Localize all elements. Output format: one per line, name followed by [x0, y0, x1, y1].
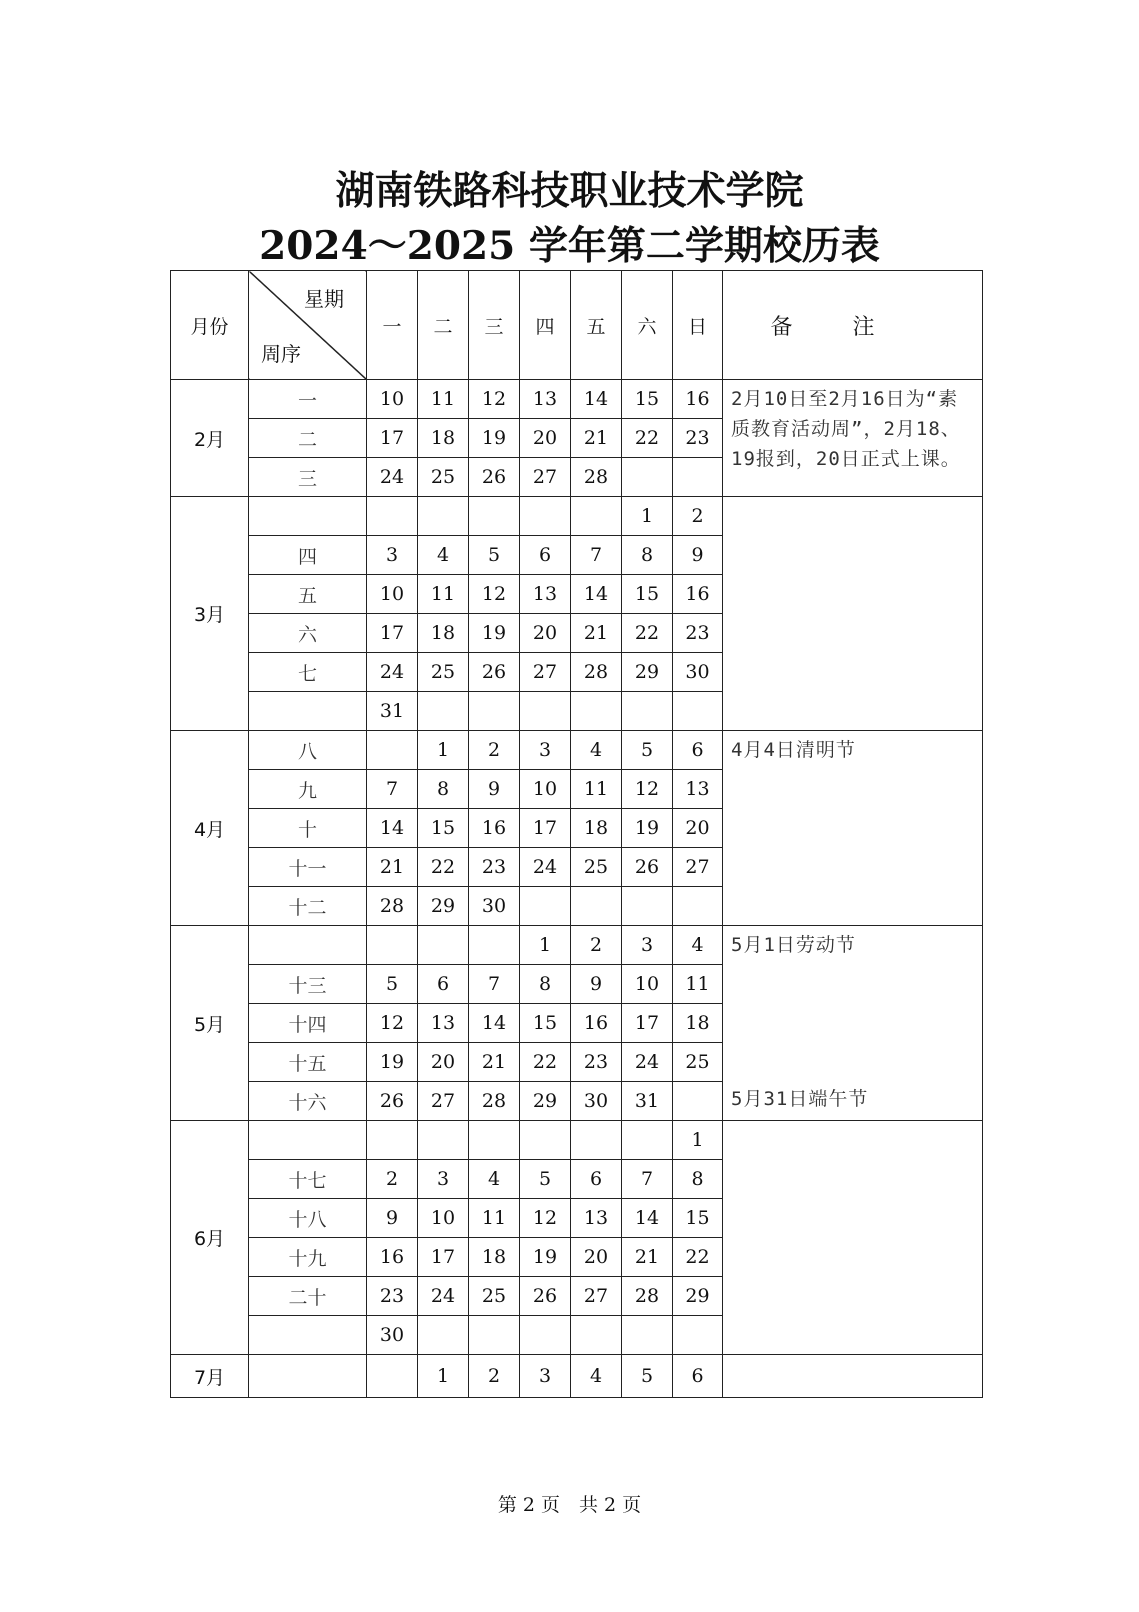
- week-number-cell: 二十: [249, 1277, 367, 1316]
- day-cell: 11: [418, 380, 469, 419]
- weekday-corner-label: 星期: [304, 287, 344, 311]
- day-cell: 20: [571, 1238, 622, 1277]
- day-cell: 2: [469, 1355, 520, 1398]
- day-cell: [622, 1121, 673, 1160]
- day-cell: 6: [571, 1160, 622, 1199]
- day-cell: [520, 1121, 571, 1160]
- day-cell: 9: [367, 1199, 418, 1238]
- week-row: [171, 1355, 983, 1398]
- day-cell: 9: [673, 536, 723, 575]
- day-cell: 5: [367, 965, 418, 1004]
- day-cell: [469, 926, 520, 965]
- week-number-cell: 六: [249, 614, 367, 653]
- day-cell: 14: [367, 809, 418, 848]
- week-number-cell: 一: [249, 380, 367, 419]
- day-cell: [520, 497, 571, 536]
- day-cell: 3: [418, 1160, 469, 1199]
- day-cell: 21: [367, 848, 418, 887]
- day-cell: 19: [469, 614, 520, 653]
- day-cell: 8: [520, 965, 571, 1004]
- day-cell: [673, 458, 723, 497]
- day-cell: 28: [622, 1277, 673, 1316]
- day-cell: 27: [520, 458, 571, 497]
- notes-cell: [723, 497, 983, 731]
- day-cell: 3: [367, 536, 418, 575]
- notes-cell: [723, 380, 983, 497]
- day-cell: 27: [673, 848, 723, 887]
- day-cell: 23: [571, 1043, 622, 1082]
- day-cell: 7: [571, 536, 622, 575]
- day-cell: 1: [418, 731, 469, 770]
- week-number-cell: 十九: [249, 1238, 367, 1277]
- day-cell: [469, 692, 520, 731]
- day-cell: 24: [520, 848, 571, 887]
- day-cell: 4: [571, 731, 622, 770]
- note-text: 5月1日劳动节: [731, 934, 856, 956]
- day-cell: 13: [673, 770, 723, 809]
- day-cell: 22: [622, 614, 673, 653]
- day-cell: 19: [367, 1043, 418, 1082]
- day-cell: 19: [520, 1238, 571, 1277]
- week-number-cell: 十七: [249, 1160, 367, 1199]
- weekday-header-thu: 四: [520, 271, 571, 380]
- day-cell: 1: [418, 1355, 469, 1398]
- day-cell: 21: [469, 1043, 520, 1082]
- day-cell: 21: [622, 1238, 673, 1277]
- day-cell: 17: [418, 1238, 469, 1277]
- day-cell: 28: [469, 1082, 520, 1121]
- day-cell: 5: [520, 1160, 571, 1199]
- day-cell: 11: [418, 575, 469, 614]
- day-cell: 11: [469, 1199, 520, 1238]
- month-cell: 6月: [171, 1121, 249, 1355]
- week-row: [171, 926, 983, 965]
- day-cell: 6: [673, 1355, 723, 1398]
- day-cell: 13: [520, 380, 571, 419]
- day-cell: [520, 887, 571, 926]
- day-cell: 17: [367, 614, 418, 653]
- day-cell: 8: [418, 770, 469, 809]
- day-cell: 17: [520, 809, 571, 848]
- day-cell: 2: [469, 731, 520, 770]
- day-cell: 29: [418, 887, 469, 926]
- day-cell: 15: [622, 575, 673, 614]
- day-cell: [367, 731, 418, 770]
- day-cell: 23: [673, 419, 723, 458]
- week-number-cell: [249, 692, 367, 731]
- week-number-cell: 十六: [249, 1082, 367, 1121]
- day-cell: 9: [571, 965, 622, 1004]
- corner-header-cell: [249, 271, 367, 380]
- week-number-cell: 十八: [249, 1199, 367, 1238]
- title-line-2: 2024～2025 学年第二学期校历表: [259, 223, 880, 269]
- day-cell: 30: [571, 1082, 622, 1121]
- notes-cell: [723, 926, 983, 1121]
- day-cell: 20: [418, 1043, 469, 1082]
- notes-column-header: 备注: [723, 271, 983, 380]
- day-cell: 25: [418, 653, 469, 692]
- day-cell: 5: [469, 536, 520, 575]
- day-cell: 12: [520, 1199, 571, 1238]
- day-cell: 15: [520, 1004, 571, 1043]
- day-cell: 2: [673, 497, 723, 536]
- day-cell: 27: [520, 653, 571, 692]
- day-cell: 12: [622, 770, 673, 809]
- note-text-secondary: 5月31日端午节: [731, 1088, 869, 1110]
- day-cell: 30: [673, 653, 723, 692]
- day-cell: [673, 1316, 723, 1355]
- day-cell: 16: [469, 809, 520, 848]
- day-cell: 10: [367, 575, 418, 614]
- week-row: [171, 497, 983, 536]
- day-cell: [571, 497, 622, 536]
- week-number-cell: 三: [249, 458, 367, 497]
- week-row: [171, 1121, 983, 1160]
- day-cell: 6: [418, 965, 469, 1004]
- day-cell: 18: [673, 1004, 723, 1043]
- day-cell: [418, 926, 469, 965]
- title-line-1: 湖南铁路科技职业技术学院: [335, 168, 804, 214]
- day-cell: [469, 1316, 520, 1355]
- week-number-cell: 十一: [249, 848, 367, 887]
- day-cell: [367, 497, 418, 536]
- day-cell: 18: [418, 419, 469, 458]
- day-cell: [520, 692, 571, 731]
- month-cell: 4月: [171, 731, 249, 926]
- day-cell: 22: [520, 1043, 571, 1082]
- day-cell: [622, 692, 673, 731]
- week-number-cell: 二: [249, 419, 367, 458]
- day-cell: 24: [367, 458, 418, 497]
- day-cell: [367, 926, 418, 965]
- day-cell: 18: [469, 1238, 520, 1277]
- day-cell: 17: [622, 1004, 673, 1043]
- day-cell: 24: [622, 1043, 673, 1082]
- day-cell: 30: [469, 887, 520, 926]
- day-cell: 3: [520, 1355, 571, 1398]
- day-cell: 24: [418, 1277, 469, 1316]
- day-cell: 12: [469, 575, 520, 614]
- week-number-cell: 十二: [249, 887, 367, 926]
- week-number-cell: 四: [249, 536, 367, 575]
- day-cell: 21: [571, 614, 622, 653]
- day-cell: 22: [418, 848, 469, 887]
- day-cell: 5: [622, 1355, 673, 1398]
- month-cell: 7月: [171, 1355, 249, 1398]
- week-number-cell: [249, 1121, 367, 1160]
- day-cell: 15: [418, 809, 469, 848]
- day-cell: [571, 1316, 622, 1355]
- day-cell: 1: [622, 497, 673, 536]
- day-cell: 31: [622, 1082, 673, 1121]
- day-cell: 27: [571, 1277, 622, 1316]
- day-cell: 26: [622, 848, 673, 887]
- day-cell: 20: [520, 419, 571, 458]
- day-cell: [367, 1355, 418, 1398]
- day-cell: 15: [673, 1199, 723, 1238]
- day-cell: 29: [673, 1277, 723, 1316]
- day-cell: 7: [367, 770, 418, 809]
- day-cell: 10: [418, 1199, 469, 1238]
- day-cell: 14: [571, 575, 622, 614]
- day-cell: [622, 458, 673, 497]
- month-cell: 3月: [171, 497, 249, 731]
- day-cell: 16: [673, 380, 723, 419]
- week-number-cell: [249, 1355, 367, 1398]
- day-cell: 26: [367, 1082, 418, 1121]
- day-cell: 12: [469, 380, 520, 419]
- day-cell: 19: [622, 809, 673, 848]
- day-cell: 2: [367, 1160, 418, 1199]
- day-cell: 11: [571, 770, 622, 809]
- day-cell: 13: [520, 575, 571, 614]
- day-cell: 28: [367, 887, 418, 926]
- day-cell: 18: [418, 614, 469, 653]
- day-cell: 20: [520, 614, 571, 653]
- page-footer: 第 2 页 共 2 页: [497, 1494, 642, 1516]
- day-cell: 27: [418, 1082, 469, 1121]
- day-cell: 8: [622, 536, 673, 575]
- day-cell: 18: [571, 809, 622, 848]
- day-cell: 28: [571, 458, 622, 497]
- day-cell: 28: [571, 653, 622, 692]
- day-cell: 6: [520, 536, 571, 575]
- day-cell: 4: [469, 1160, 520, 1199]
- weekday-header-fri: 五: [571, 271, 622, 380]
- day-cell: 13: [571, 1199, 622, 1238]
- day-cell: [520, 1316, 571, 1355]
- notes-cell: [723, 1355, 983, 1398]
- day-cell: 25: [571, 848, 622, 887]
- day-cell: 1: [673, 1121, 723, 1160]
- day-cell: 25: [673, 1043, 723, 1082]
- week-number-cell: 十四: [249, 1004, 367, 1043]
- day-cell: 6: [673, 731, 723, 770]
- day-cell: 16: [367, 1238, 418, 1277]
- day-cell: 26: [520, 1277, 571, 1316]
- day-cell: [418, 1121, 469, 1160]
- day-cell: 19: [469, 419, 520, 458]
- day-cell: 31: [367, 692, 418, 731]
- week-row: [171, 731, 983, 770]
- day-cell: [673, 1082, 723, 1121]
- day-cell: 14: [469, 1004, 520, 1043]
- day-cell: [469, 497, 520, 536]
- day-cell: 13: [418, 1004, 469, 1043]
- day-cell: [571, 692, 622, 731]
- day-cell: [418, 497, 469, 536]
- day-cell: 23: [673, 614, 723, 653]
- day-cell: 25: [469, 1277, 520, 1316]
- day-cell: 11: [673, 965, 723, 1004]
- day-cell: 2: [571, 926, 622, 965]
- notes-cell: [723, 731, 983, 926]
- weekday-header-sat: 六: [622, 271, 673, 380]
- calendar-table: [170, 270, 983, 1398]
- day-cell: 9: [469, 770, 520, 809]
- weekday-header-wed: 三: [469, 271, 520, 380]
- day-cell: 1: [520, 926, 571, 965]
- day-cell: 4: [571, 1355, 622, 1398]
- day-cell: 25: [418, 458, 469, 497]
- day-cell: 12: [367, 1004, 418, 1043]
- week-number-cell: 五: [249, 575, 367, 614]
- day-cell: [673, 887, 723, 926]
- day-cell: 30: [367, 1316, 418, 1355]
- day-cell: 26: [469, 653, 520, 692]
- day-cell: 4: [418, 536, 469, 575]
- day-cell: 16: [571, 1004, 622, 1043]
- header-row: [171, 271, 983, 380]
- day-cell: 21: [571, 419, 622, 458]
- week-number-cell: 九: [249, 770, 367, 809]
- week-number-cell: 八: [249, 731, 367, 770]
- day-cell: 23: [469, 848, 520, 887]
- note-text: 2月10日至2月16日为“素质教育活动周”，2月18、19报到，20日正式上课。: [731, 388, 961, 470]
- notes-cell: [723, 1121, 983, 1355]
- day-cell: 20: [673, 809, 723, 848]
- day-cell: 10: [622, 965, 673, 1004]
- week-corner-label: 周序: [261, 342, 301, 366]
- week-number-cell: 七: [249, 653, 367, 692]
- weekday-header-mon: 一: [367, 271, 418, 380]
- day-cell: 22: [622, 419, 673, 458]
- week-number-cell: 十五: [249, 1043, 367, 1082]
- day-cell: 10: [367, 380, 418, 419]
- day-cell: 8: [673, 1160, 723, 1199]
- weekday-header-tue: 二: [418, 271, 469, 380]
- day-cell: 10: [520, 770, 571, 809]
- day-cell: [367, 1121, 418, 1160]
- day-cell: [571, 1121, 622, 1160]
- day-cell: 14: [622, 1199, 673, 1238]
- day-cell: [418, 1316, 469, 1355]
- day-cell: 5: [622, 731, 673, 770]
- day-cell: 7: [469, 965, 520, 1004]
- month-cell: 2月: [171, 380, 249, 497]
- day-cell: 16: [673, 575, 723, 614]
- week-number-cell: [249, 1316, 367, 1355]
- week-number-cell: [249, 497, 367, 536]
- day-cell: 14: [571, 380, 622, 419]
- day-cell: 23: [367, 1277, 418, 1316]
- week-number-cell: 十三: [249, 965, 367, 1004]
- week-number-cell: 十: [249, 809, 367, 848]
- day-cell: 15: [622, 380, 673, 419]
- day-cell: 29: [622, 653, 673, 692]
- week-row: [171, 380, 983, 419]
- day-cell: 3: [622, 926, 673, 965]
- day-cell: 17: [367, 419, 418, 458]
- day-cell: 4: [673, 926, 723, 965]
- day-cell: 29: [520, 1082, 571, 1121]
- day-cell: [571, 887, 622, 926]
- day-cell: 26: [469, 458, 520, 497]
- day-cell: [673, 692, 723, 731]
- month-cell: 5月: [171, 926, 249, 1121]
- day-cell: [622, 1316, 673, 1355]
- weekday-header-sun: 日: [673, 271, 723, 380]
- month-column-header: 月份: [171, 271, 249, 380]
- day-cell: 22: [673, 1238, 723, 1277]
- day-cell: [622, 887, 673, 926]
- day-cell: 3: [520, 731, 571, 770]
- day-cell: [469, 1121, 520, 1160]
- note-text: 4月4日清明节: [731, 739, 856, 761]
- day-cell: [418, 692, 469, 731]
- day-cell: 24: [367, 653, 418, 692]
- day-cell: 7: [622, 1160, 673, 1199]
- week-number-cell: [249, 926, 367, 965]
